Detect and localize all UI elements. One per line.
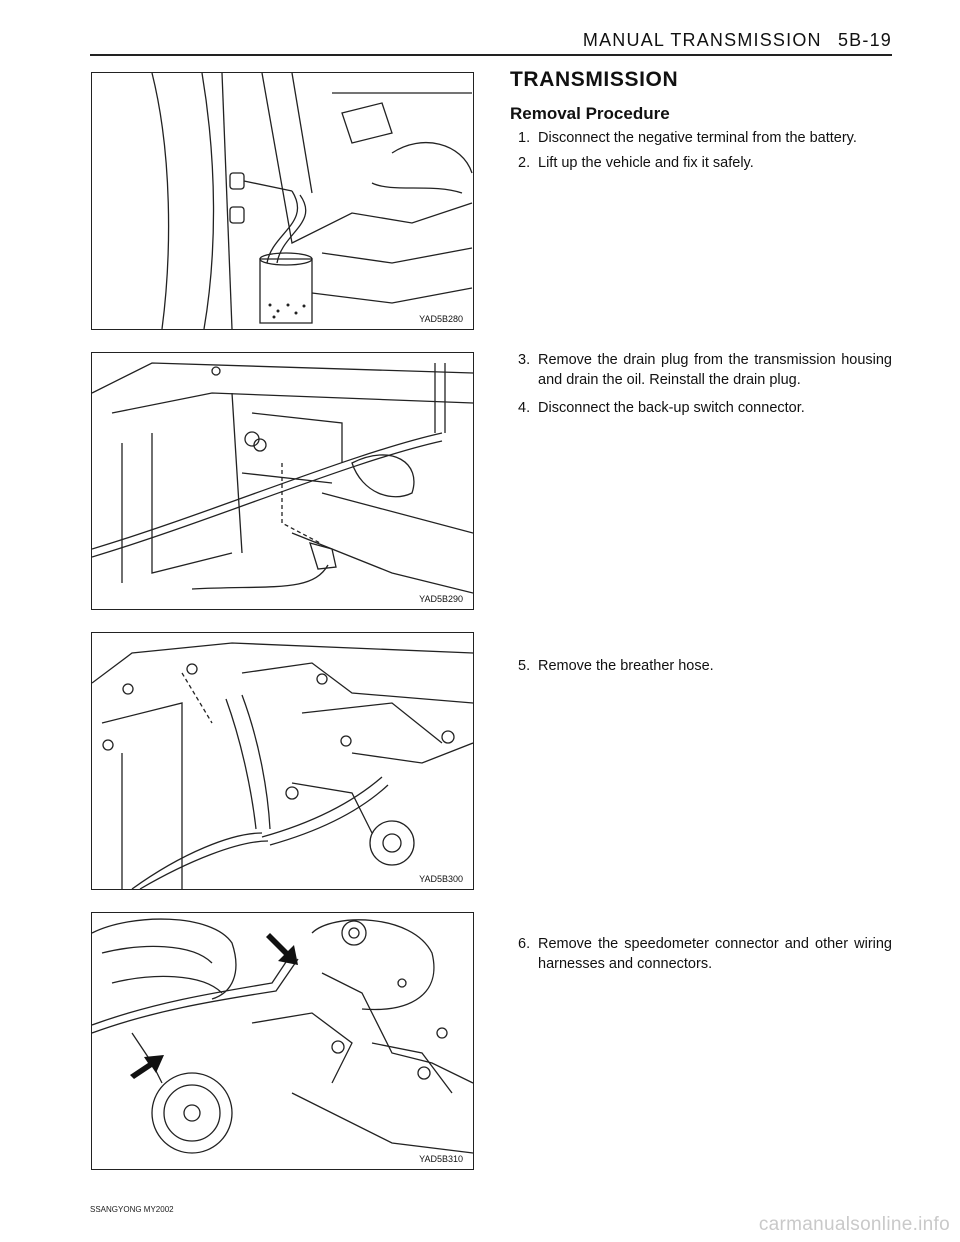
breather-hose-illustration <box>92 633 473 889</box>
step-number: 6. <box>518 936 531 952</box>
figure-code: YAD5B310 <box>419 1154 463 1164</box>
step-2 <box>518 153 892 173</box>
step-text: Lift up the vehicle and fix it safely. <box>538 155 754 171</box>
figure-backup-switch <box>91 352 474 610</box>
speedometer-connector-illustration <box>92 913 473 1169</box>
step-text: Remove the speedometer connector and other wiring harnesses and connectors. <box>538 936 892 972</box>
figure-code: YAD5B300 <box>419 874 463 884</box>
figure-speedometer-connector <box>91 912 474 1170</box>
header-title: MANUAL TRANSMISSION <box>582 30 822 50</box>
figure-breather-hose <box>91 632 474 890</box>
step-text: Disconnect the negative terminal from the battery. <box>538 130 857 146</box>
figure-code: YAD5B290 <box>419 594 463 604</box>
header-rule <box>90 54 892 56</box>
step-1 <box>518 128 892 148</box>
step-number: 5. <box>518 658 531 674</box>
backup-switch-illustration <box>92 353 473 609</box>
step-text: Disconnect the back-up switch connector. <box>538 400 805 416</box>
subsection-title: Removal Procedure <box>510 104 670 123</box>
figure-code: YAD5B280 <box>419 314 463 324</box>
step-number: 2. <box>518 155 531 171</box>
running-header <box>583 30 892 51</box>
page-footer: SSANGYONG MY2002 <box>90 1205 174 1214</box>
watermark: carmanualsonline.info <box>758 1214 950 1235</box>
step-3 <box>518 350 892 390</box>
step-6 <box>518 934 892 974</box>
step-5 <box>518 656 892 676</box>
section-title: TRANSMISSION <box>510 68 679 91</box>
page-number: 5B-19 <box>837 30 892 50</box>
drain-plug-illustration <box>92 73 473 329</box>
step-text: Remove the drain plug from the transmission housing and drain the oil. Reinstall the drain plug. <box>538 352 892 388</box>
step-number: 4. <box>518 400 531 416</box>
step-4 <box>518 398 892 418</box>
figure-drain-plug <box>91 72 474 330</box>
step-number: 1. <box>518 130 531 146</box>
step-text: Remove the breather hose. <box>538 658 714 674</box>
step-number: 3. <box>518 352 531 368</box>
